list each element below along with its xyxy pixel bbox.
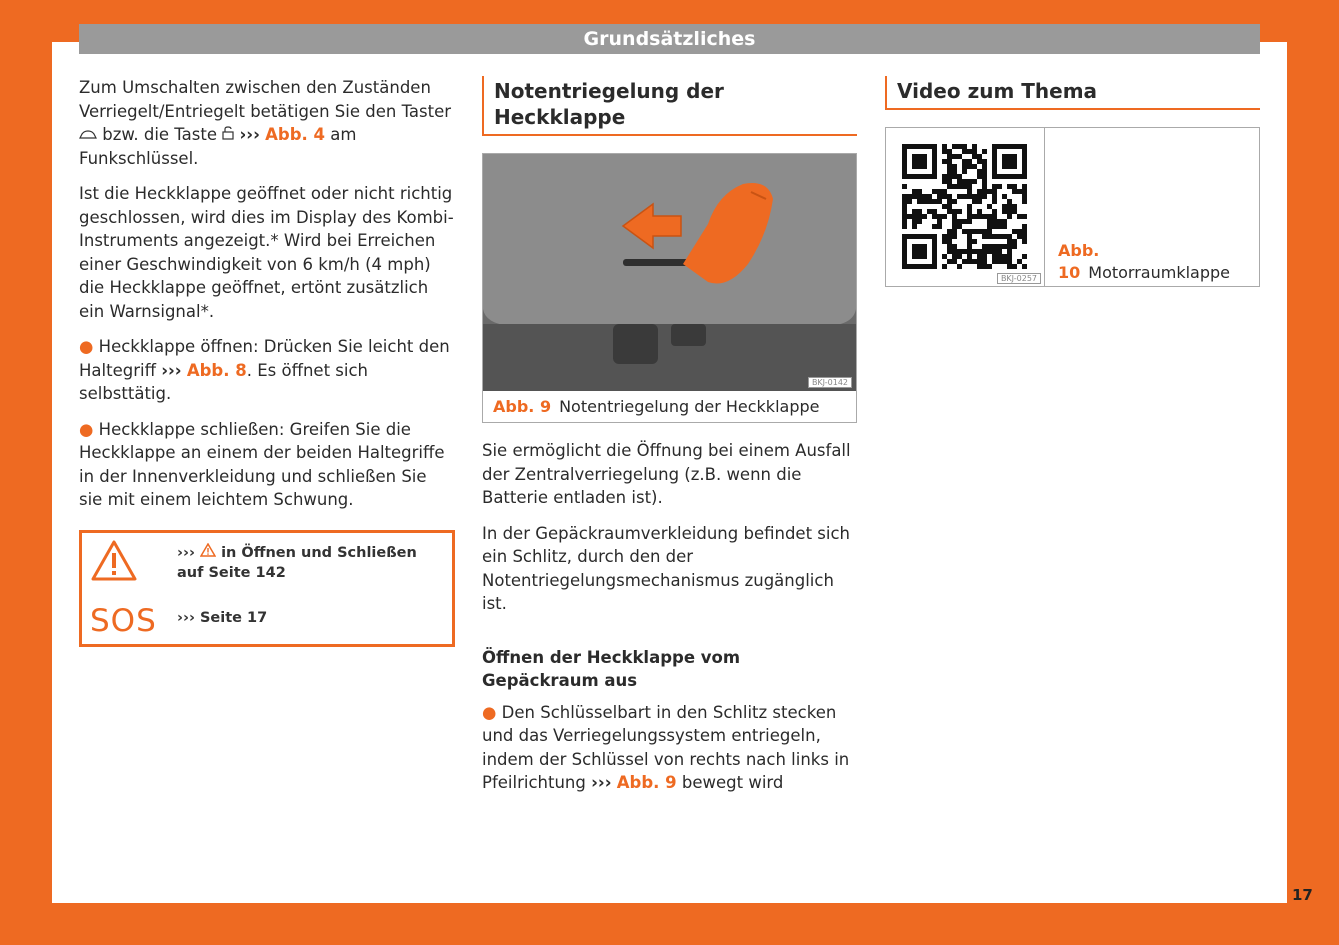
- warning-box: [79, 530, 455, 647]
- column-middle: [482, 76, 857, 807]
- figure-caption: Abb. 9 Notentriegelung der Heckklappe: [493, 397, 820, 416]
- unlock-icon: [222, 125, 234, 144]
- page-number: 17: [1292, 886, 1313, 904]
- section-title: Video zum Thema: [885, 76, 1260, 110]
- sos-label: SOS: [90, 602, 157, 639]
- paragraph: Ist die Heckklappe geöffnet oder nicht richtig geschlossen, wird dies im Display des Kombi-Instruments angezeigt.* Wird bei Erreichen einer Geschwindigkeit von 6 km/h (4 mph) die Heckklappe geöffnet, ertönt zusätzlich ein Warnsignal*.: [79, 184, 454, 321]
- figure: [482, 153, 857, 423]
- figure-code: BKJ-0257: [997, 273, 1041, 284]
- bullet-icon: ●: [79, 419, 94, 439]
- paragraph: In der Gepäckraumverkleidung befindet sich ein Schlitz, durch den der Notentriegelungsmechanismus zugänglich ist.: [482, 523, 851, 613]
- warning-triangle-icon: [90, 539, 138, 587]
- figure-code: BKJ-0142: [808, 377, 852, 388]
- warning-small-icon: [200, 545, 216, 561]
- figure-link[interactable]: Abb. 8: [186, 360, 247, 380]
- section-title: Notentriegelung der Heckklappe: [482, 76, 857, 136]
- figure-caption: Abb. 10 Motorraumklappe: [1058, 241, 1230, 282]
- video-figure: [885, 127, 1260, 287]
- column-left: [79, 76, 454, 647]
- emergency-release-illustration: [483, 154, 856, 391]
- page-header: Grundsätzliches: [79, 24, 1260, 54]
- sos-reference[interactable]: ››› Seite 17: [177, 609, 268, 626]
- figure-link[interactable]: Abb. 4: [265, 125, 326, 144]
- list-item: ● Den Schlüsselbart in den Schlitz stecken und das Verriegelungssystem entriegeln, indem der Schlüssel von rechts nach links in Pfeilrichtung ››› Abb. 9 bewegt wird: [482, 702, 850, 792]
- list-item: ● Heckklappe öffnen: Drücken Sie leicht den Haltegriff ››› Abb. 8. Es öffnet sich selbsttätig.: [79, 337, 450, 403]
- column-right: [885, 76, 1260, 287]
- car-lock-icon: [79, 125, 97, 144]
- bullet-icon: ●: [482, 702, 497, 722]
- list-item: ● Heckklappe schließen: Greifen Sie die Heckklappe an einem der beiden Haltegriffe in der Innenverkleidung und schließen Sie sie mit einem leichtem Schwung.: [79, 419, 445, 509]
- figure-link[interactable]: Abb. 9: [616, 773, 677, 792]
- qr-code[interactable]: [886, 128, 1045, 286]
- bullet-icon: ●: [79, 337, 94, 356]
- subheading: Öffnen der Heckklappe vom Gepäckraum aus: [482, 647, 741, 690]
- paragraph: Zum Umschalten zwischen den Zuständen Verriegelt/Entriegelt betätigen Sie den Taster bzw. die Taste ››› Abb. 4 am Funkschlüssel.: [79, 78, 452, 168]
- warning-reference[interactable]: ››› in Öffnen und Schließen auf Seite 142: [177, 544, 417, 581]
- paragraph: Sie ermöglicht die Öffnung bei einem Ausfall der Zentralverriegelung (z.B. wenn die Batterie entladen ist).: [482, 441, 851, 507]
